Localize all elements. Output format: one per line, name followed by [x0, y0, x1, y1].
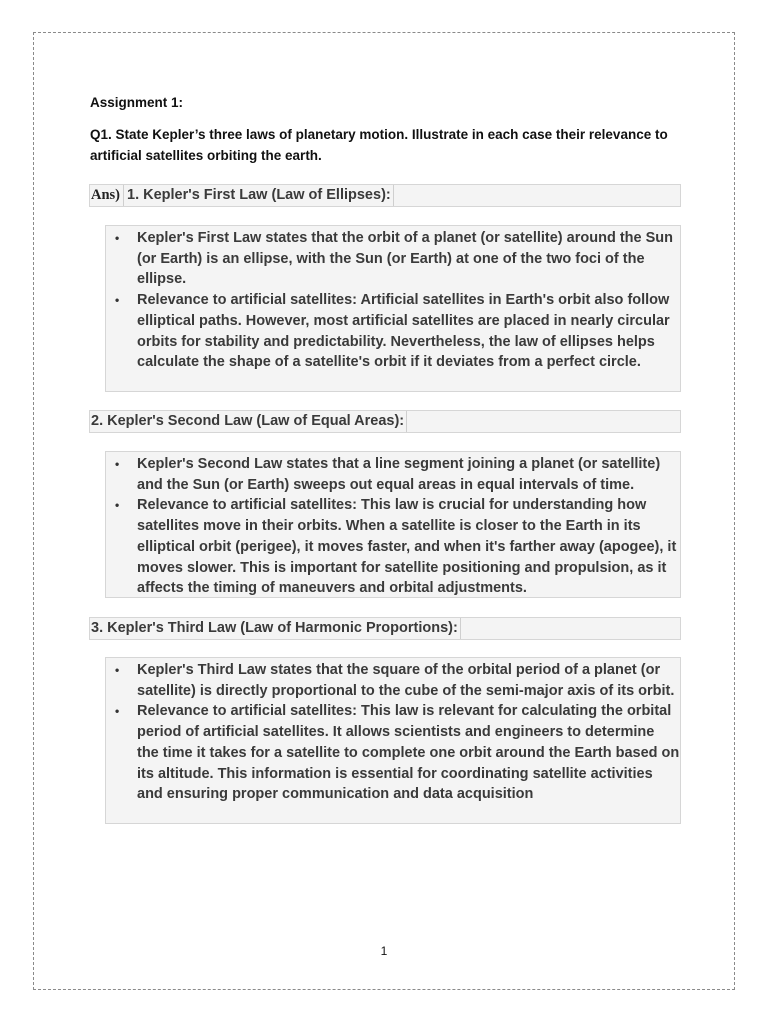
bullet-icon: • — [115, 293, 120, 308]
bullet-icon: • — [115, 457, 120, 471]
bullet-icon: • — [115, 704, 120, 719]
list-item-text: Kepler's Second Law states that a line segment joining a planet (or satellite) and the Sun (or Earth) sweeps out equal areas in equal intervals of time. — [137, 456, 661, 493]
list-item — [115, 660, 680, 701]
section-2-list — [106, 454, 680, 599]
section-3-heading — [89, 617, 681, 640]
section-3-content — [105, 657, 681, 824]
list-item-text: Relevance to artificial satellites: Artificial satellites in Earth's orbit also follow elliptical paths. However, most artificial satellites are placed in nearly circular orbits for stability and predictability. Nevertheless, the law of ellipses helps calculate the shape of a satellite's orbit if it deviates from a perfect circle. — [137, 292, 670, 371]
section-2-content — [105, 451, 681, 598]
section-3-list — [106, 660, 680, 805]
section-2-heading-text: 2. Kepler's Second Law (Law of Equal Areas): — [91, 411, 407, 432]
bullet-icon: • — [115, 498, 120, 513]
question-text: Q1. State Kepler’s three laws of planetary motion. Illustrate in each case their relevance to artificial satellites orbiting the earth. — [90, 127, 668, 163]
answer-prefix: Ans) — [91, 187, 121, 203]
list-item-text: Relevance to artificial satellites: This law is relevant for calculating the orbital period of artificial satellites. It allows scientists and engineers to determine the time it takes for a satellite to complete one orbit around the Earth based on its altitude. This information is essential for coordinating satellite activities and ensuring proper communication and data acquisition — [137, 703, 680, 803]
list-item — [115, 228, 680, 290]
section-1-heading-text: 1. Kepler's First Law (Law of Ellipses): — [127, 185, 394, 206]
section-1-heading — [89, 184, 681, 207]
assignment-title: Assignment 1: — [90, 95, 184, 110]
list-item-text: Kepler's Third Law states that the square of the orbital period of a planet (or satellite) is directly proportional to the cube of the semi-major axis of its orbit. — [137, 662, 675, 699]
section-3-heading-text: 3. Kepler's Third Law (Law of Harmonic Proportions): — [91, 618, 461, 639]
heading-divider — [123, 185, 124, 206]
bullet-icon: • — [115, 663, 120, 677]
bullet-icon: • — [115, 231, 120, 245]
section-2-heading — [89, 410, 681, 433]
section-1-content — [105, 225, 681, 392]
list-item — [115, 701, 680, 805]
section-1-list — [106, 228, 680, 373]
page-number: 1 — [380, 944, 388, 958]
list-item — [115, 495, 680, 599]
list-item-text: Relevance to artificial satellites: This law is crucial for understanding how satellites move in their orbits. When a satellite is closer to the Earth in its elliptical orbit (perigee), it moves faster, and when it's farther away (apogee), it moves slower. This is important for satellite positioning and propulsion, as it affects the timing of maneuvers and orbital adjustments. — [137, 497, 677, 597]
list-item — [115, 290, 680, 373]
list-item — [115, 454, 680, 495]
list-item-text: Kepler's First Law states that the orbit of a planet (or satellite) around the Sun (or Earth) is an ellipse, with the Sun (or Earth) at one of the two foci of the ellipse. — [137, 230, 673, 288]
